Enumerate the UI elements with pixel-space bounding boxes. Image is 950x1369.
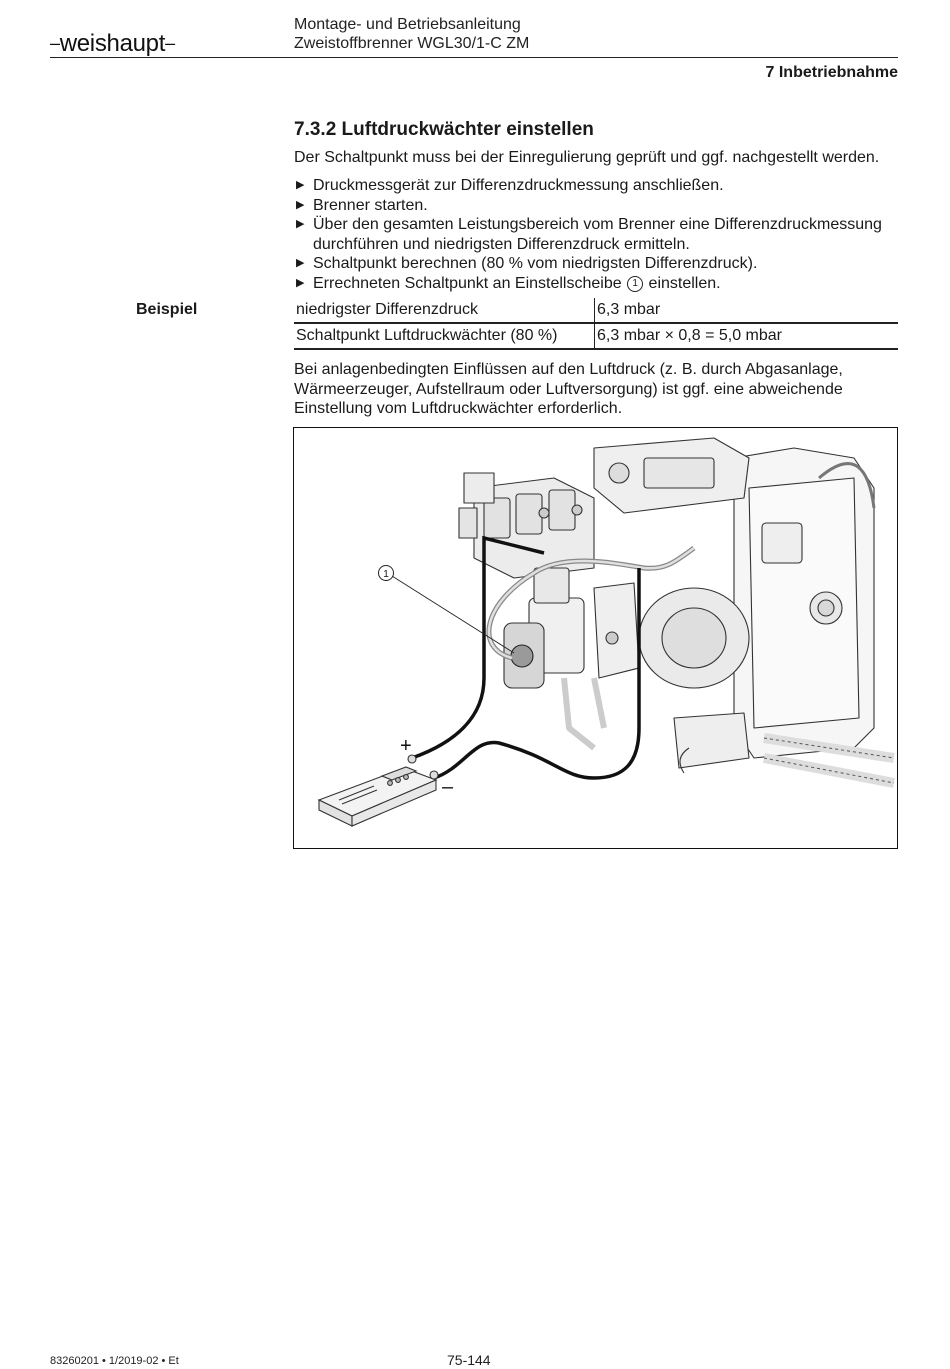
step-item: ▶ Errechneten Schaltpunkt an Einstellscheibe 1 einstellen.	[296, 274, 721, 292]
minus-sign-label: –	[442, 776, 454, 798]
document-title: Montage- und Betriebsanleitung	[294, 16, 521, 33]
triangle-bullet-icon: ▶	[296, 218, 305, 230]
step-item: ▶ Über den gesamten Leistungsbereich vom Brenner eine Differenzdruckmessung durchführen und niedrigsten Differenzdruck ermitteln.	[296, 216, 882, 253]
document-code: 83260201 • 1/2019-02 • Et	[50, 1355, 179, 1367]
burner-drawing	[294, 428, 897, 848]
section-title: 7.3.2 Luftdruckwächter einstellen	[294, 119, 594, 140]
burner-illustration	[293, 427, 898, 849]
triangle-bullet-icon: ▶	[296, 257, 305, 269]
step-item: ▶ Schaltpunkt berechnen (80 % vom niedrigsten Differenzdruck).	[296, 255, 758, 272]
triangle-bullet-icon: ▶	[296, 276, 305, 289]
product-name: Zweistoffbrenner WGL30/1-C ZM	[294, 35, 530, 52]
example-table	[294, 298, 898, 350]
page-number: 75-144	[447, 1352, 491, 1368]
callout-number-icon: 1	[627, 276, 643, 292]
example-label: Beispiel	[136, 301, 198, 318]
step-item: ▶ Druckmessgerät zur Differenzdruckmessung anschließen.	[296, 177, 724, 194]
table-row	[294, 298, 898, 323]
instruction-steps	[294, 176, 904, 293]
chapter-title: 7 Inbetriebnahme	[765, 64, 898, 81]
intro-text: Der Schaltpunkt muss bei der Einregulierung geprüft und ggf. nachgestellt werden.	[294, 149, 880, 166]
triangle-bullet-icon: ▶	[296, 179, 305, 191]
document-header	[294, 15, 529, 53]
weishaupt-logo: –weishaupt–	[50, 30, 175, 57]
table-cell: Schaltpunkt Luftdruckwächter (80 %)	[294, 323, 595, 349]
table-cell: niedrigster Differenzdruck	[294, 298, 595, 323]
plus-sign-label: +	[400, 735, 412, 757]
table-row	[294, 323, 898, 349]
table-cell: 6,3 mbar × 0,8 = 5,0 mbar	[595, 323, 899, 349]
header-divider	[50, 57, 898, 58]
manometer-icon	[319, 755, 438, 826]
figure-callout-label: 1	[383, 569, 389, 580]
note-text: Bei anlagenbedingten Einflüssen auf den Luftdruck (z. B. durch Abgasanlage, Wärmeerzeuger, Aufstellraum oder Luftversorgung) ist ggf. eine abweichende Einstellung vom Luftdruckwächter erforderlich.	[294, 361, 843, 417]
triangle-bullet-icon: ▶	[296, 198, 305, 211]
table-cell: 6,3 mbar	[595, 298, 899, 323]
step-item: ▶ Brenner starten.	[296, 196, 428, 214]
